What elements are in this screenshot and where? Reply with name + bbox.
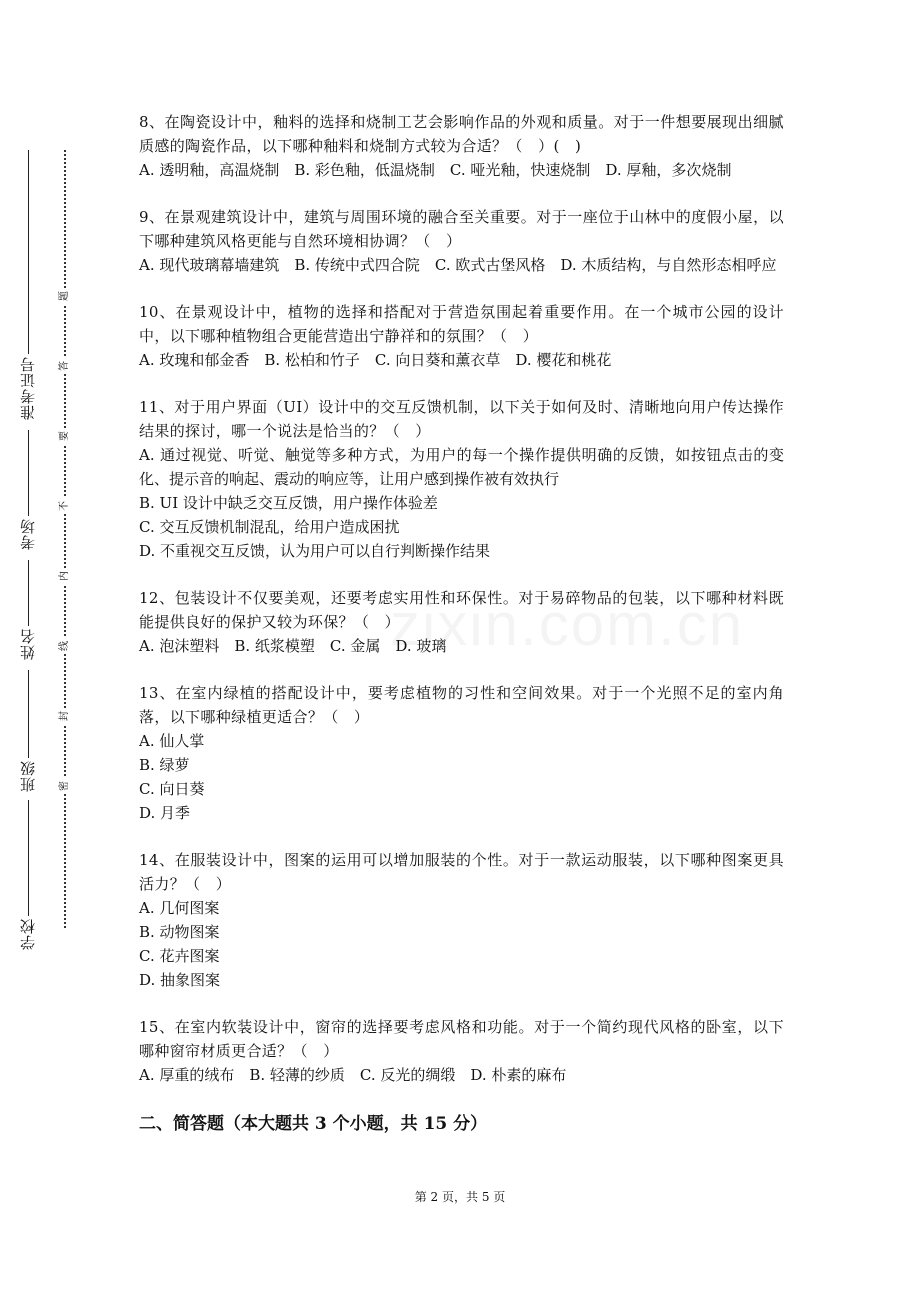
seal-dotted-line: [64, 150, 66, 928]
question-11-option-d: D. 不重视交互反馈，认为用户可以自行判断操作结果: [139, 542, 491, 560]
field-school-blank: [28, 800, 29, 916]
question-12-options: A. 泡沫塑料 B. 纸浆模塑 C. 金属 D. 玻璃: [139, 637, 447, 655]
question-13-option-c: C. 向日葵: [139, 780, 205, 798]
seal-char-3: 要: [59, 428, 71, 444]
question-11-option-a: A. 通过视觉、听觉、触觉等多种方式，为用户的每一个操作提供明确的反馈，如按钮点击的变化、提示音的响起、震动的响应等，让用户感到操作被有效执行: [139, 446, 784, 488]
field-class-label: 班级: [19, 760, 37, 792]
question-8-text: 8、在陶瓷设计中，釉料的选择和烧制工艺会影响作品的外观和质量。对于一件想要展现出细腻质感的陶瓷作品，以下哪种釉料和烧制方式较为合适？（ ）( ): [139, 113, 784, 155]
question-11-option-c: C. 交互反馈机制混乱，给用户造成困扰: [139, 518, 400, 536]
question-11-text: 11、对于用户界面（UI）设计中的交互反馈机制，以下关于如何及时、清晰地向用户传达操作结果的探讨，哪一个说法是恰当的？（ ）: [139, 398, 784, 440]
question-8-options: A. 透明釉，高温烧制 B. 彩色釉，低温烧制 C. 哑光釉，快速烧制 D. 厚釉，多次烧制: [139, 161, 732, 179]
seal-char-2: 答: [59, 358, 71, 374]
field-exam-id-label: 准考证号: [19, 356, 37, 420]
page-footer: 第 2 页，共 5 页: [414, 1190, 506, 1204]
question-15-text: 15、在室内软装设计中，窗帘的选择要考虑风格和功能。对于一个简约现代风格的卧室，以下哪种窗帘材质更合适？（ ）: [139, 1018, 784, 1060]
question-14-text: 14、在服装设计中，图案的运用可以增加服装的个性。对于一款运动服装，以下哪种图案更具活力？（ ）: [139, 851, 784, 893]
question-9-options: A. 现代玻璃幕墙建筑 B. 传统中式四合院 C. 欧式古堡风格 D. 木质结构，与自然形态相呼应: [139, 256, 777, 274]
question-15: [139, 1015, 784, 1087]
field-exam-room: [10, 430, 46, 550]
field-school: [10, 800, 46, 950]
question-13-option-b: B. 绿萝: [139, 756, 190, 774]
field-class-blank: [28, 670, 29, 758]
question-9-text: 9、在景观建筑设计中，建筑与周围环境的融合至关重要。对于一座位于山林中的度假小屋，以下哪种建筑风格更能与自然环境相协调？（ ）: [139, 208, 784, 250]
question-14: [139, 848, 784, 992]
question-8: [139, 110, 784, 182]
question-14-option-b: B. 动物图案: [139, 923, 220, 941]
question-14-option-c: C. 花卉图案: [139, 947, 220, 965]
seal-char-6: 线: [59, 638, 71, 654]
question-14-option-d: D. 抽象图案: [139, 971, 221, 989]
question-11-option-b: B. UI 设计中缺乏交互反馈，用户操作体验差: [139, 494, 438, 512]
question-12: [139, 586, 784, 658]
question-13-text: 13、在室内绿植的搭配设计中，要考虑植物的习性和空间效果。对于一个光照不足的室内角落，以下哪种绿植更适合？（ ）: [139, 684, 784, 726]
field-name-label: 姓名: [19, 628, 37, 660]
seal-char-8: 密: [59, 778, 71, 794]
question-9: [139, 205, 784, 277]
field-exam-id-blank: [28, 150, 29, 354]
question-15-options: A. 厚重的绒布 B. 轻薄的纱质 C. 反光的绸缎 D. 朴素的麻布: [139, 1066, 567, 1084]
question-11: [139, 395, 784, 563]
field-name-blank: [28, 560, 29, 626]
question-10-text: 10、在景观设计中，植物的选择和搭配对于营造氛围起着重要作用。在一个城市公园的设计中，以下哪种植物组合更能营造出宁静祥和的氛围？（ ）: [139, 303, 784, 345]
question-10: [139, 300, 784, 372]
question-list: [139, 110, 784, 1138]
field-exam-room-label: 考场: [19, 518, 37, 550]
seal-char-1: 题: [59, 288, 71, 304]
binding-margin: [0, 0, 110, 1302]
field-class: [10, 670, 46, 792]
field-exam-id: [10, 150, 46, 420]
seal-char-7: 封: [59, 708, 71, 724]
field-school-label: 学校: [19, 918, 37, 950]
question-13: [139, 681, 784, 825]
question-14-option-a: A. 几何图案: [139, 899, 220, 917]
field-name: [10, 560, 46, 660]
field-exam-room-blank: [28, 430, 29, 516]
seal-char-5: 内: [59, 568, 71, 584]
seal-char-4: 不: [59, 498, 71, 514]
question-12-text: 12、包装设计不仅要美观，还要考虑实用性和环保性。对于易碎物品的包装，以下哪种材料既能提供良好的保护又较为环保？（ ）: [139, 589, 784, 631]
question-13-option-a: A. 仙人掌: [139, 732, 205, 750]
section-2-title: 二、简答题（本大题共 3 个小题，共 15 分）: [139, 1114, 488, 1134]
question-13-option-d: D. 月季: [139, 804, 191, 822]
question-10-options: A. 玫瑰和郁金香 B. 松柏和竹子 C. 向日葵和薰衣草 D. 樱花和桃花: [139, 351, 612, 369]
